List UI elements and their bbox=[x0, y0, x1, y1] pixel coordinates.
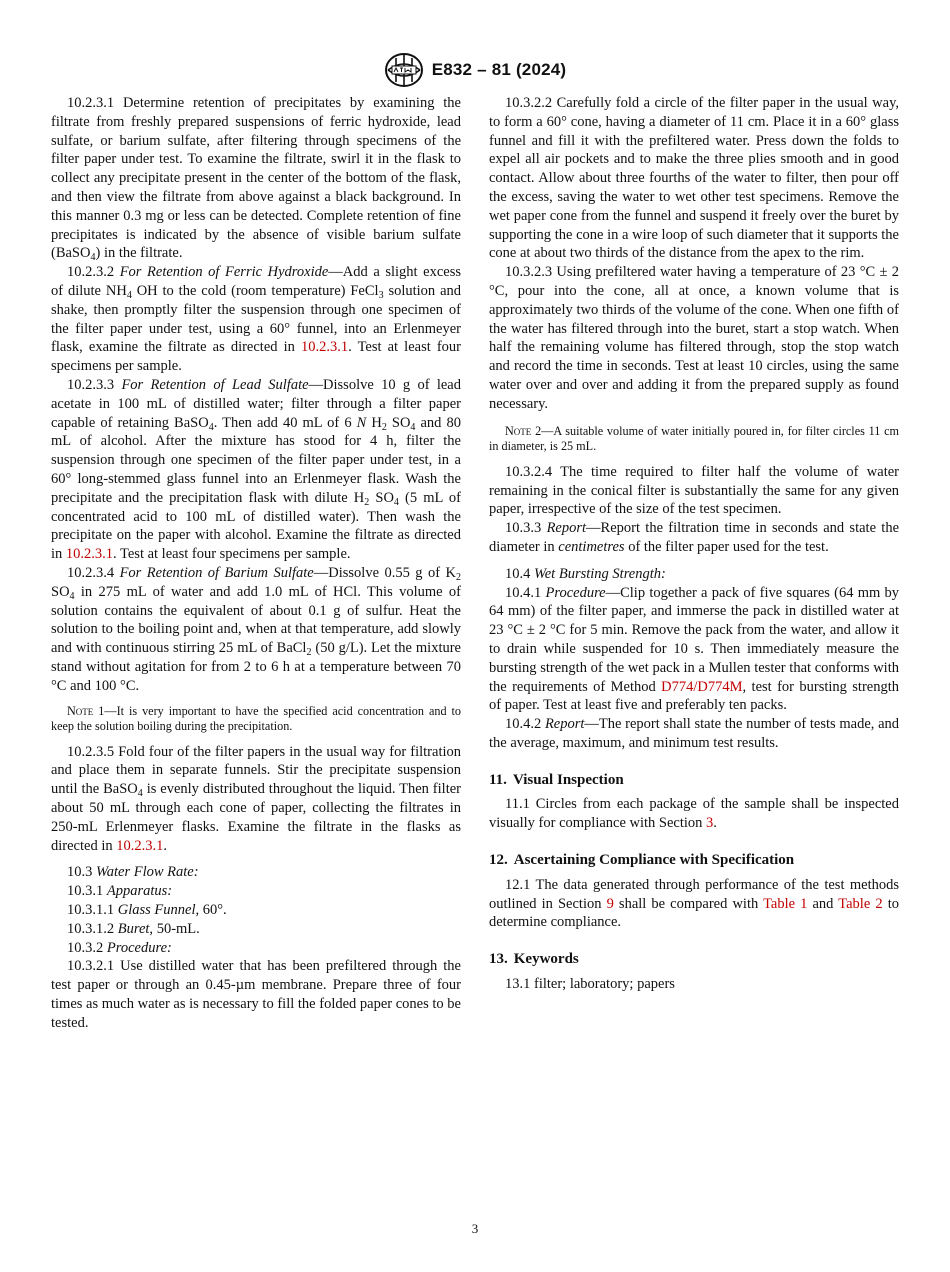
para-10-3-2-4: 10.3.2.4 The time required to filter half the volume of water remaining in the conical filter is substantially the same for any given paper, irrespective of the size of the test specimen. bbox=[489, 463, 899, 518]
para-10-2-3-3: 10.2.3.3 For Retention of Lead Sulfate—Dissolve 10 g of lead acetate in 100 mL of distilled water; filter through a filter paper capable of retaining BaSO$_4$. Then add 40 mL of 6 N $H_2$ $SO_4$ and 80 mL of alcohol. After the mixture has stood for 4 h, filter the suspension through one specimen of the filter paper under test, in a 60° long-stemmed glass funnel into an Erlenmeyer flask. Wash the precipitate and the precipitation flask with dilute $H_2$ $SO_4$ (5 mL of concentrated acid to 100 mL of distilled water). Then wash the precipitate on the paper with alcohol. Examine the filtrate as directed in 10.2.3.1. Test at least four specimens per sample. bbox=[51, 376, 461, 563]
heading-13-keywords: 13. Keywords bbox=[489, 951, 579, 968]
note-1: Note 1—It is very important to have the specified acid concentration and to keep the solution boiling during the precipitation. bbox=[51, 703, 461, 734]
xref-10-2-3-1[interactable]: 10.2.3.1 bbox=[300, 339, 349, 356]
section-10-3-1-1: 10.3.1.1 Glass Funnel, 60°. bbox=[67, 902, 227, 919]
astm-logo-icon bbox=[384, 52, 424, 88]
para-10-2-3-2: 10.2.3.2 For Retention of Ferric Hydroxide—Add a slight excess of dilute $NH_4$ OH to the cold (room temperature) FeCl$_3$ solution and shake, then promptly filter the suspension through one specimen of the filter paper under test, using a 60° funnel, into an Erlenmeyer flask, examine the filtrate as directed in 10.2.3.1. Test at least four specimens per sample. bbox=[51, 264, 462, 375]
para-10-3-2-2: 10.3.2.2 Carefully fold a circle of the filter paper in the usual way, to form a 60° cone, having a diameter of 11 cm. Place it in a 60° glass funnel and fill it with the prefiltered water. Press down the folds to expel all air pockets and to make the three plies smooth and in good contact. Allow about three fourths of the water to filter, then pour off the excess, saving the water to wet other test specimens. Remove the wet paper cone from the funnel and suspend it freely over the buret by supporting the cone in a wire loop of such diameter that it supports the cone at about two thirds of the distance from the apex to the rim. bbox=[489, 95, 899, 262]
page-header bbox=[0, 50, 950, 90]
section-10-3: 10.3 Water Flow Rate: bbox=[67, 864, 199, 881]
section-10-3-1-2: 10.3.1.2 Buret, 50-mL. bbox=[67, 920, 200, 937]
para-10-4-2: 10.4.2 Report—The report shall state the number of tests made, and the average, maximum, and minimum test results. bbox=[489, 716, 899, 751]
para-12-1: 12.1 The data generated through performance of the test methods outlined in Section 9 shall be compared with Table 1 and Table 2 to determine compliance. bbox=[489, 876, 899, 931]
heading-12-compliance: 12. Ascertaining Compliance with Specification bbox=[489, 852, 795, 869]
para-10-2-3-5: 10.2.3.5 Fold four of the filter papers in the usual way for filtration and place them in separate funnels. Stir the precipitate suspension until the BaSO$_4$ is evenly distributed throughout the liquid. Then filter about 50 mL through each cone of paper, collecting the filtrates in 250-mL Erlenmeyer flasks. Examine the filtrate in the flasks as directed in 10.2.3.1. bbox=[51, 743, 461, 854]
left-column bbox=[51, 94, 461, 1033]
xref-d774[interactable]: D774/D774M bbox=[661, 678, 743, 695]
xref-10-2-3-1[interactable]: 10.2.3.1 bbox=[116, 837, 164, 854]
section-10-3-2: 10.3.2 Procedure: bbox=[67, 939, 172, 956]
para-10-2-3-1: 10.2.3.1 Determine retention of precipitates by examining the filtrate from freshly prepared suspensions of ferric hydroxide, lead sulfate, or barium sulfate, after filtering through specimens of the filter paper under test. To examine the filtrate, swirl it in the flask to collect any precipitate present in the center of the bottom of the flask, and then view the filtrate from above against a black background. In this manner 0.3 mg or less can be detected. Complete retention of fine precipitates is indicated by the absence of visible barium sulfate (BaSO$_4$) in the filtrate. bbox=[51, 95, 461, 264]
para-11-1: 11.1 Circles from each package of the sample shall be inspected visually for compliance with Section 3. bbox=[489, 796, 899, 832]
section-10-3-1: 10.3.1 Apparatus: bbox=[67, 883, 173, 900]
xref-section-3[interactable]: 3 bbox=[706, 815, 714, 832]
section-10-4: 10.4 Wet Bursting Strength: bbox=[505, 565, 666, 582]
heading-11-visual-inspection: 11. Visual Inspection bbox=[489, 771, 624, 788]
page-number: 3 bbox=[471, 1221, 479, 1236]
para-10-3-2-3: 10.3.2.3 Using prefiltered water having a temperature of 23 °C ± 2 °C, pour into the cone, all at once, a known volume that is approximately two thirds of the volume of the cone. When one fifth of the water has filtered through into the buret, start a stop watch. When half the remaining volume has filtered through, stop the stop watch and record the time in seconds. Test at least 10 circles, using the same water over and over and adding it from the prepared supply as found necessary. bbox=[489, 264, 899, 412]
xref-table-1[interactable]: Table 1 bbox=[763, 895, 808, 912]
para-10-2-3-4: 10.2.3.4 For Retention of Barium Sulfate—Dissolve 0.55 g of $K_2$ $SO_4$ in 275 mL of water and add 1.0 mL of HCl. This volume of solution contains the equivalent of about 0.1 g of sulfur. Heat the solution to the boiling point and, when at that temperature, add slowly and with continuous stirring 25 mL of BaCl$_2$ (50 g/L). Let the mixture stand without agitation for from 2 to 6 h at a temperature between 70 °C and 100 °C. bbox=[51, 564, 461, 694]
para-13-1: 13.1 filter; laboratory; papers bbox=[505, 976, 675, 993]
xref-section-9[interactable]: 9 bbox=[606, 895, 614, 912]
para-10-3-3: 10.3.3 Report—Report the filtration time in seconds and state the diameter in centimetres of the filter paper used for the test. bbox=[489, 520, 900, 555]
note-2: Note 2—A suitable volume of water initially poured in, for filter circles 11 cm in diameter, is 25 mL. bbox=[489, 423, 900, 454]
para-10-3-2-1: 10.3.2.1 Use distilled water that has been prefiltered through the test paper or through an 0.45-µm membrane. Prepare three of four times as much water as is necessary to fill the folded paper cones to be tested. bbox=[51, 958, 461, 1031]
document-designation: E832 – 81 (2024) bbox=[431, 60, 567, 79]
para-10-4-1: 10.4.1 Procedure—Clip together a pack of five squares (64 mm by 64 mm) of the filter paper, and immerse the pack in distilled water at 23 °C ± 2 °C for 5 min. Remove the pack from the water, and allow it to drain while suspended for 10 s. Then immediately measure the bursting strength of the wet pack in a Mullen tester that conforms with the requirements of Method D774/D774M, test for bursting strength of paper. Test at least five and preferably ten packs. bbox=[489, 584, 899, 714]
right-column bbox=[489, 94, 899, 994]
xref-table-2[interactable]: Table 2 bbox=[838, 895, 883, 912]
xref-10-2-3-1[interactable]: 10.2.3.1 bbox=[65, 546, 114, 563]
